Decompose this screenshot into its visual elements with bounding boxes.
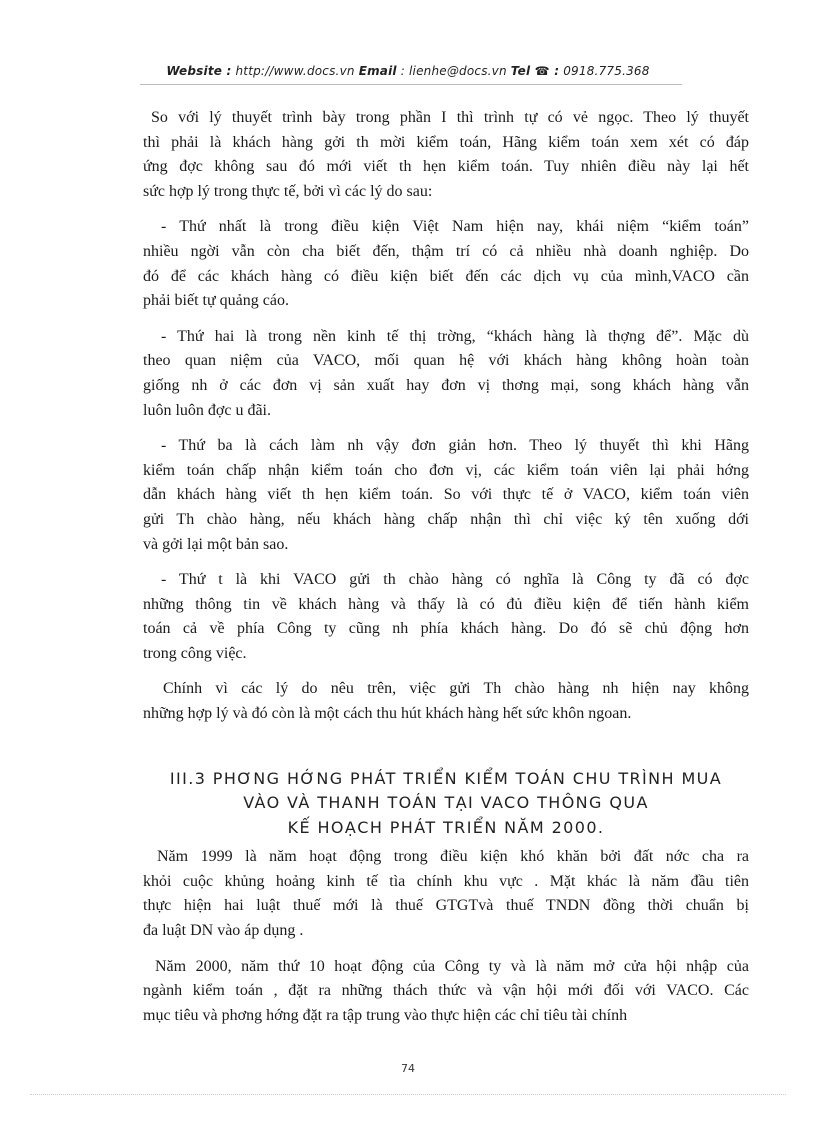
paragraph-line: đa luật DN vào áp dụng . xyxy=(143,921,304,939)
paragraph-line: Năm 2000, năm thứ 10 hoạt động của Công ty và là năm mở cửa hội nhập của xyxy=(155,957,749,975)
paragraph-line: thực hiện hai luật thuế mới là thuế GTGTvà thuế TNDN đồng thời chuẩn bị xyxy=(143,897,749,915)
paragraph-line: nhiều ngời vẫn còn cha biết đến, thậm trí có cả nhiều nhà doanh nghiệp. Do xyxy=(143,242,749,260)
paragraph-line: sức hợp lý trong thực tế, bởi vì các lý do sau: xyxy=(143,182,433,200)
paragraph xyxy=(143,106,749,204)
paragraph xyxy=(143,845,749,943)
email-label: Email xyxy=(358,64,397,78)
tel-label: Tel ☎ : xyxy=(510,64,560,78)
paragraph-group xyxy=(143,845,749,1028)
paragraph xyxy=(143,325,749,423)
document-body xyxy=(143,106,749,1039)
paragraph-line: toán cả về phía Công ty cũng nh phía khách hàng. Do đó sẽ chủ động hơn xyxy=(143,620,749,638)
header-divider xyxy=(140,84,682,85)
section-heading-line: III.3 PHƠNG HỚNG PHÁT TRIỂN KIỂM TOÁN CHU TRÌNH MUA xyxy=(169,768,723,788)
paragraph-line: Năm 1999 là năm hoạt động trong điều kiện khó khăn bởi đất nớc cha ra xyxy=(157,848,749,866)
paragraph-line: - Thứ t là khi VACO gửi th chào hàng có nghĩa là Công ty đã có đợc xyxy=(161,571,749,589)
paragraph-line: phải biết tự quảng cáo. xyxy=(143,292,289,310)
website-url: http://www.docs.vn xyxy=(231,64,359,78)
paragraph xyxy=(143,677,749,726)
paragraph-line: ngành kiểm toán , đặt ra những thách thức và vận hội mới đối với VACO. Các xyxy=(143,982,749,1000)
page-header xyxy=(0,64,816,78)
paragraph-line: kiểm toán chấp nhận kiểm toán cho đơn vị, các kiểm toán viên lại phải hớng xyxy=(143,461,749,479)
paragraph xyxy=(143,955,749,1029)
paragraph-line: trong công việc. xyxy=(143,644,247,662)
section-heading xyxy=(143,767,749,841)
paragraph xyxy=(143,215,749,313)
paragraph-line: những thông tin về khách hàng và thấy là có đủ điều kiện để tiến hành kiểm xyxy=(143,595,749,613)
paragraph-line: So với lý thuyết trình bày trong phần I thì trình tự có vẻ ngọc. Theo lý thuyết xyxy=(151,109,749,126)
paragraph-line: dẫn khách hàng viết th hẹn kiểm toán. So với thực tế ở VACO, kiểm toán viên xyxy=(143,486,749,504)
paragraph-line: - Thứ nhất là trong điều kiện Việt Nam hiện nay, khái niệm “kiểm toán” xyxy=(161,218,749,236)
website-label: Website : xyxy=(166,64,232,78)
paragraph-line: mục tiêu và phơng hớng đặt ra tập trung vào thực hiện các chỉ tiêu tài chính xyxy=(143,1006,628,1024)
paragraph-line: - Thứ hai là trong nền kinh tế thị trờng, “khách hàng là thợng để”. Mặc dù xyxy=(161,327,749,345)
paragraph-line: theo quan niệm của VACO, mối quan hệ với khách hàng không hoàn toàn xyxy=(143,352,749,370)
paragraph-line: luôn luôn đợc u đãi. xyxy=(143,401,271,419)
page-number: 74 xyxy=(401,1062,415,1075)
paragraph-line: đó để các khách hàng có điều kiện biết đến các dịch vụ của mình,VACO cần xyxy=(143,267,749,285)
paragraph-line: giống nh ở các đơn vị sản xuất hay đơn vị thơng mại, song khách hàng vẫn xyxy=(143,376,749,394)
paragraph xyxy=(143,434,749,557)
paragraph-group xyxy=(143,106,749,727)
paragraph-line: Chính vì các lý do nêu trên, việc gửi Th chào hàng nh hiện nay không xyxy=(163,680,749,698)
paragraph-line: những hợp lý và đó còn là một cách thu hút khách hàng hết sức khôn ngoan. xyxy=(143,705,632,723)
email-value: : lienhe@docs.vn xyxy=(396,64,511,78)
paragraph-line: thì phải là khách hàng gởi th mời kiểm toán, Hãng kiểm toán xem xét có đáp xyxy=(143,133,749,151)
paragraph-line: - Thứ ba là cách làm nh vậy đơn giản hơn. Theo lý thuyết thì khi Hãng xyxy=(161,437,749,455)
paragraph xyxy=(143,568,749,666)
footer-divider xyxy=(30,1094,786,1095)
paragraph-line: và gởi lại một bản sao. xyxy=(143,535,289,553)
paragraph-line: khỏi cuộc khủng hoảng kinh tế tìa chính khu vực . Mặt khác là năm đầu tiên xyxy=(143,872,749,890)
paragraph-line: ứng đợc không sau đó mới viết th hẹn kiểm toán. Tuy nhiên điều này lại hết xyxy=(143,158,749,176)
section-heading-line: VÀO VÀ THANH TOÁN TẠI VACO THÔNG QUA xyxy=(243,793,649,813)
section-heading-line: KẾ HOẠCH PHÁT TRIỂN NĂM 2000. xyxy=(287,817,605,837)
paragraph-line: gửi Th chào hàng, nếu khách hàng chấp nhận thì chỉ việc ký tên xuống dới xyxy=(143,510,749,528)
tel-value: 0918.775.368 xyxy=(559,64,650,78)
